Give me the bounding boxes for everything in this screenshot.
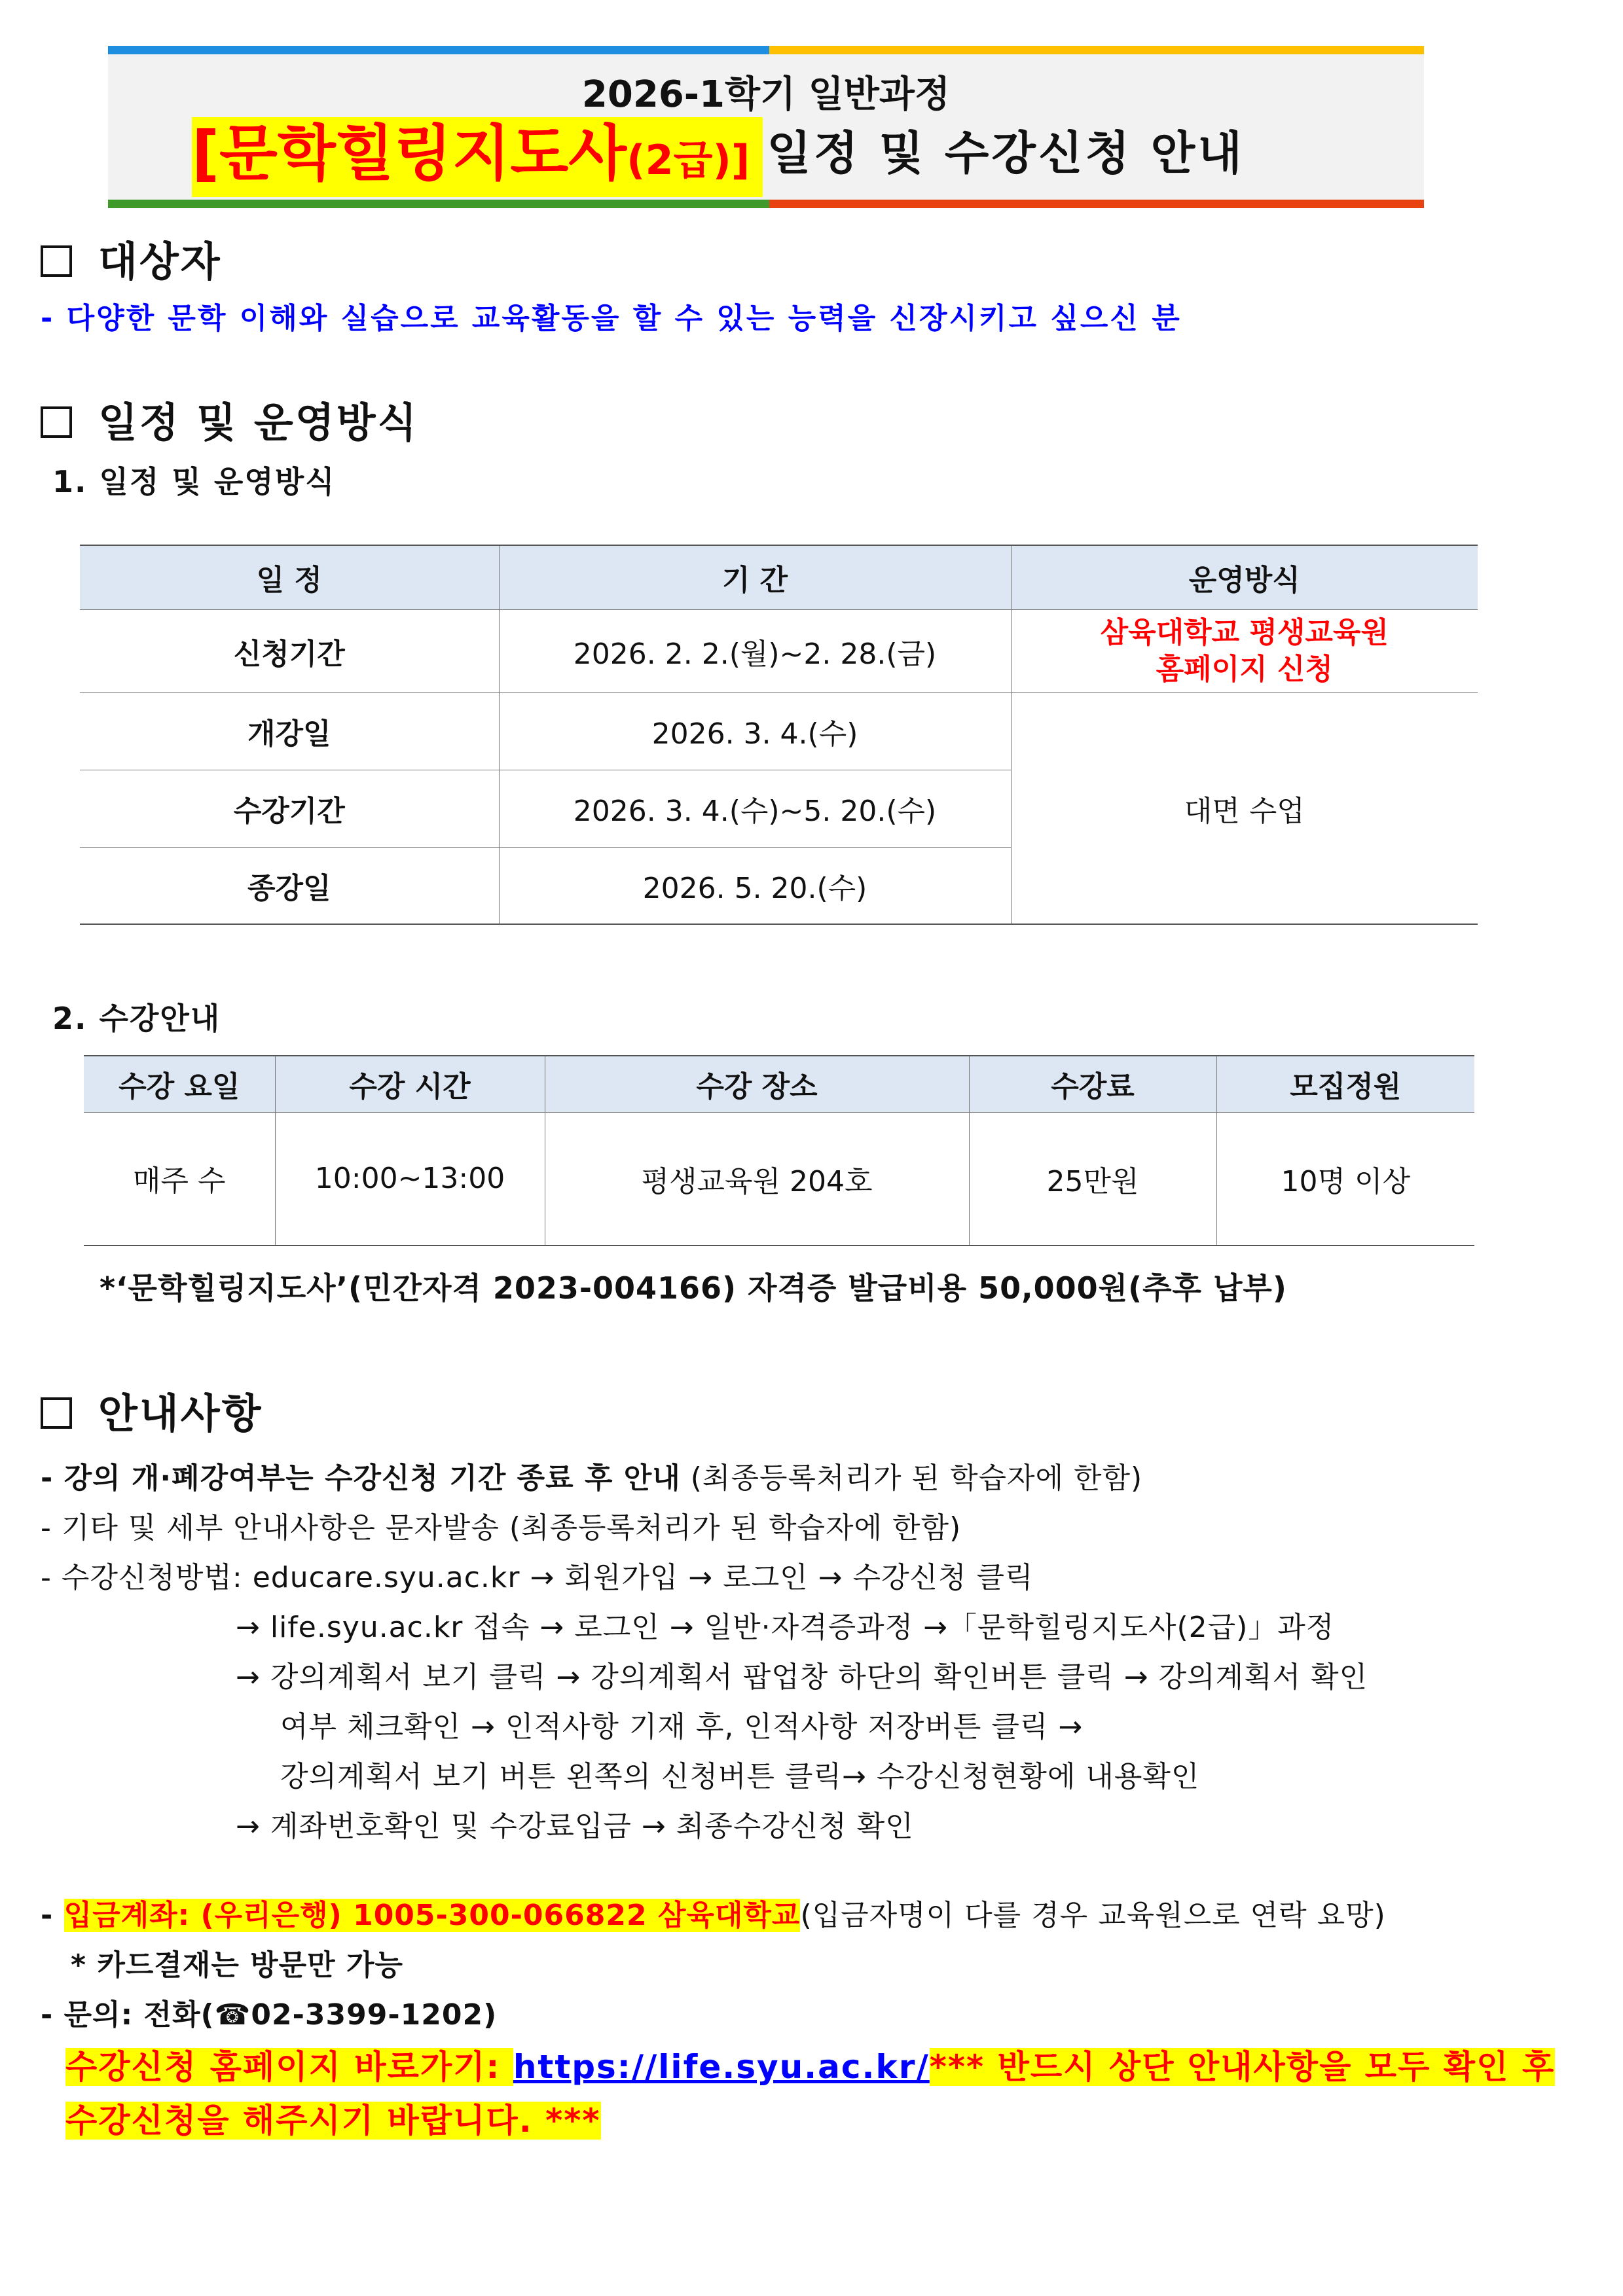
card-payment-note: * 카드결재는 방문만 가능 bbox=[71, 1948, 404, 1982]
checkbox-square-icon bbox=[41, 1397, 72, 1429]
banner-bar-blue bbox=[108, 46, 769, 54]
info-line-7: 강의계획서 보기 버튼 왼쪽의 신청버튼 클릭→ 수강신청현황에 내용확인 bbox=[280, 1760, 1200, 1793]
table-header: 수강료 bbox=[969, 1056, 1216, 1112]
contact-info: - 문의: 전화(☎02-3399-1202) bbox=[41, 1998, 498, 2032]
info-line-3: - 수강신청방법: educare.syu.ac.kr → 회원가입 → 로그인 → 수강신청 클릭 bbox=[41, 1561, 1034, 1594]
info-line-4: → life.syu.ac.kr 접속 → 로그인 → 일반·자격증과정 →「문학힐링지도사(2급)」과정 bbox=[236, 1611, 1335, 1644]
banner-bar-green bbox=[108, 200, 769, 208]
table-cell-label: 수강기간 bbox=[80, 770, 499, 847]
info-line-1: - 강의 개·폐강여부는 수강신청 기간 종료 후 안내 (최종등록처리가 된 학습자에 한함) bbox=[41, 1462, 1143, 1495]
table-cell: 10명 이상 bbox=[1216, 1112, 1474, 1246]
table-header: 운영방식 bbox=[1011, 545, 1478, 609]
account-info: - 입금계좌: (우리은행) 1005-300-066822 삼육대학교(입금자명이 다를 경우 교육원으로 연락 요망) bbox=[41, 1899, 1386, 1932]
homepage-link-line: 수강신청 홈페이지 바로가기: https://life.syu.ac.kr/*** 반드시 상단 안내사항을 모두 확인 후 bbox=[65, 2048, 1556, 2086]
table-cell-period: 2026. 3. 4.(수)~5. 20.(수) bbox=[499, 770, 1011, 847]
page-title bbox=[192, 117, 1245, 190]
banner-bar-orange bbox=[769, 200, 1424, 208]
table-header-row bbox=[84, 1056, 1474, 1112]
info-line-5: → 강의계획서 보기 클릭 → 강의계획서 팝업창 하단의 확인버튼 클릭 → 강의계획서 확인 bbox=[236, 1660, 1368, 1694]
table-cell-label: 종강일 bbox=[80, 847, 499, 924]
banner-bar-yellow bbox=[769, 46, 1424, 54]
info-line-2: - 기타 및 세부 안내사항은 문자발송 (최종등록처리가 된 학습자에 한함) bbox=[41, 1511, 962, 1545]
checkbox-square-icon bbox=[41, 406, 72, 438]
certificate-fee-note: *‘문학힐링지도사’(민간자격 2023-004166) 자격증 발급비용 50,000원(추후 납부) bbox=[100, 1270, 1287, 1306]
info-line-8: → 계좌번호확인 및 수강료입금 → 최종수강신청 확인 bbox=[236, 1810, 914, 1843]
homepage-link-note: 수강신청을 해주시기 바랍니다. *** bbox=[65, 2102, 601, 2140]
target-description: - 다양한 문학 이해와 실습으로 교육활동을 할 수 있는 능력을 신장시키고 싶으신 분 bbox=[41, 302, 1182, 335]
table-cell-label: 신청기간 bbox=[80, 609, 499, 692]
checkbox-square-icon bbox=[41, 245, 72, 277]
table-cell-method-class: 대면 수업 bbox=[1011, 692, 1478, 924]
table-row bbox=[80, 609, 1478, 692]
section-heading-info: 안내사항 bbox=[41, 1381, 263, 1439]
table-cell-period: 2026. 3. 4.(수) bbox=[499, 692, 1011, 770]
table-header: 수강 시간 bbox=[275, 1056, 545, 1112]
table-header-row bbox=[80, 545, 1478, 609]
table-cell-period: 2026. 5. 20.(수) bbox=[499, 847, 1011, 924]
title-rest: 일정 및 수강신청 안내 bbox=[767, 126, 1245, 180]
subheading-schedule: 1. 일정 및 운영방식 bbox=[52, 464, 336, 499]
section-heading-schedule: 일정 및 운영방식 bbox=[41, 390, 418, 448]
table-cell: 평생교육원 204호 bbox=[545, 1112, 969, 1246]
schedule-table bbox=[80, 545, 1478, 925]
table-cell-method-apply: 삼육대학교 평생교육원 홈페이지 신청 bbox=[1011, 609, 1478, 692]
table-header: 수강 요일 bbox=[84, 1056, 275, 1112]
table-header: 수강 장소 bbox=[545, 1056, 969, 1112]
homepage-link[interactable]: https://life.syu.ac.kr/ bbox=[513, 2048, 930, 2086]
course-info-table bbox=[84, 1055, 1474, 1246]
table-cell: 25만원 bbox=[969, 1112, 1216, 1246]
header-banner bbox=[108, 46, 1424, 208]
account-number: 입금계좌: (우리은행) 1005-300-066822 삼육대학교 bbox=[64, 1899, 801, 1932]
table-row bbox=[80, 692, 1478, 770]
table-header: 일 정 bbox=[80, 545, 499, 609]
table-row bbox=[84, 1112, 1474, 1246]
table-cell-label: 개강일 bbox=[80, 692, 499, 770]
table-header: 모집정원 bbox=[1216, 1056, 1474, 1112]
banner-subtitle: 2026-1학기 일반과정 bbox=[581, 73, 951, 116]
subheading-course-info: 2. 수강안내 bbox=[52, 1001, 221, 1036]
title-highlight: [문학힐링지도사(2급)] bbox=[192, 117, 763, 197]
info-line-6: 여부 체크확인 → 인적사항 기재 후, 인적사항 저장버튼 클릭 → bbox=[280, 1710, 1084, 1744]
table-cell-period: 2026. 2. 2.(월)~2. 28.(금) bbox=[499, 609, 1011, 692]
section-heading-target: 대상자 bbox=[41, 229, 222, 287]
table-cell: 매주 수 bbox=[84, 1112, 275, 1246]
table-header: 기 간 bbox=[499, 545, 1011, 609]
table-cell: 10:00~13:00 bbox=[275, 1112, 545, 1246]
